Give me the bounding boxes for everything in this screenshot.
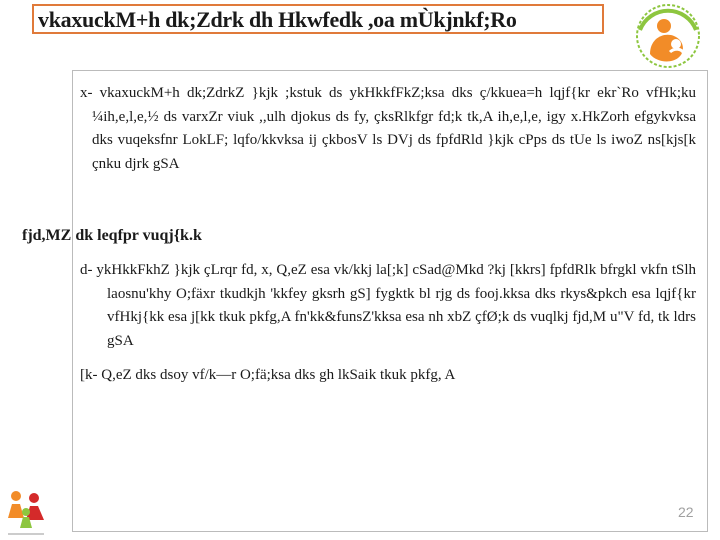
- family-figures-logo-icon: [4, 486, 48, 538]
- section-heading: fjd,MZ dk leqfpr vuqj{k.k: [22, 227, 202, 244]
- slide-title: vkaxuckM+h dk;Zdrk dh Hkwfedk ,oa mÙkjnkf;Ro: [38, 7, 517, 32]
- mother-and-child-logo-icon: [620, 2, 716, 70]
- paragraph-kha: [k- Q,eZ dks dsoy vf/k—r O;fä;ksa dks gh lkSaik tkuk pkfg, A: [80, 367, 456, 383]
- slide-number: 22: [678, 504, 694, 520]
- paragraph-ka: d- ykHkkFkhZ }kjk çLrqr fd, x, Q,eZ esa vk/kkj la[;k] cSad@Mkd ?kj [kkrs] fpfdRlk bfrgkl vkfn tSlh laosnu'khy O;fäxr tkudkjh 'kkfey gksrh gS] fygktk bl rjg ds fooj.kksa dks rkys&pkch esa lqjf{kr vfHkj{kk esa j[kk tkuk pkfg,A fn'kk&funsZ'kksa esa nh xbZ çfØ;k ds vuqlkj fjd,M u"V fd, tk ldrs gSA: [80, 262, 696, 349]
- paragraph-ga: x- vkaxuckM+h dk;ZdrkZ }kjk ;kstuk ds ykHkkfFkZ;ksa dks ç/kkuea=h lqjf{kr ekr`Ro vfHk;ku ¼ih,e,l,e,½ ds varxZr viuk ,,ulh djokus ds fy, çksRlkfgr fd;k tk,A ih,e,l,e, igy x.HkZorh efgykvksa dks vuqeksfnr LokLF; lqfo/kkvksa ij çkbosV ls DVj ds fpfdRld }kjk cPps ds tUe ls iwoZ ns[kjs[k çnku djrk gSA: [80, 85, 696, 172]
